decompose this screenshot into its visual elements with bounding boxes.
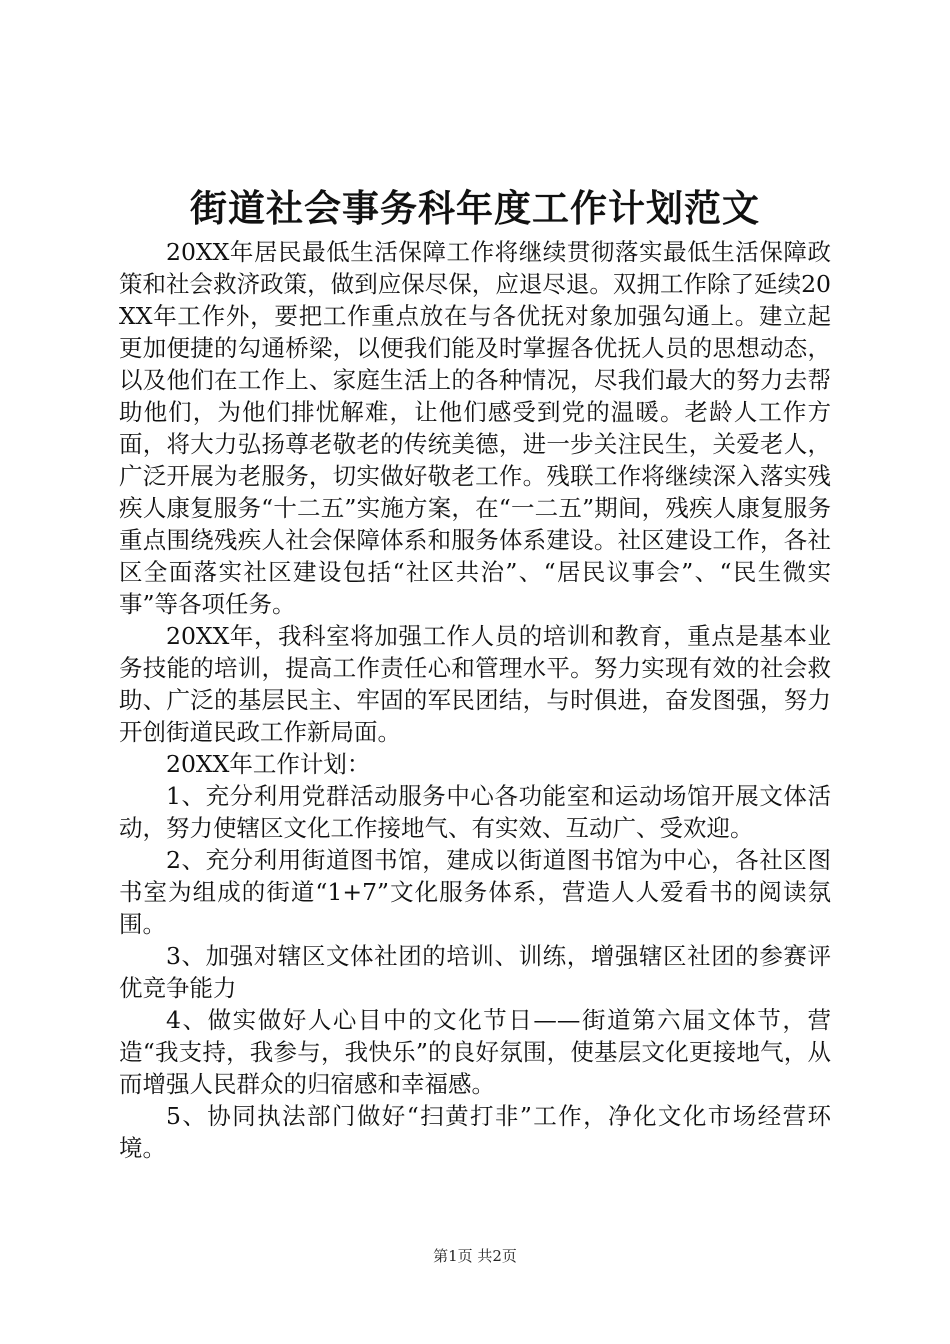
document-title: 街道社会事务科年度工作计划范文: [190, 186, 760, 230]
plan-item-2: 2、充分利用街道图书馆，建成以街道图书馆为中心，各社区图书室为组成的街道“1+7”文化服务体系，营造人人爱看书的阅读氛围。: [119, 846, 831, 938]
page-number-footer: 第1页 共2页: [433, 1247, 517, 1265]
plan-item-3: 3、加强对辖区文体社团的培训、训练，增强辖区社团的参赛评优竞争能力: [119, 942, 831, 1002]
plan-item-4: 4、做实做好人心目中的文化节日——街道第六届文体节，营造“我支持，我参与，我快乐”的良好氛围，使基层文化更接地气，从而增强人民群众的归宿感和幸福感。: [119, 1006, 831, 1098]
paragraph-1: 20XX年居民最低生活保障工作将继续贯彻落实最低生活保障政策和社会救济政策，做到应保尽保，应退尽退。双拥工作除了延续20XX年工作外，要把工作重点放在与各优抚对象加强勾通上。建立起更加便捷的勾通桥梁，以便我们能及时掌握各优抚人员的思想动态，以及他们在工作上、家庭生活上的各种情况，尽我们最大的努力去帮助他们，为他们排忧解难，让他们感受到党的温暖。老龄人工作方面，将大力弘扬尊老敬老的传统美德，进一步关注民生，关爱老人，广泛开展为老服务，切实做好敬老工作。残联工作将继续深入落实残疾人康复服务“十二五”实施方案，在“一二五”期间，残疾人康复服务重点围绕残疾人社会保障体系和服务体系建设。社区建设工作，各社区全面落实社区建设包括“社区共治”、“居民议事会”、“民生微实事”等各项任务。: [119, 238, 831, 618]
paragraph-plan-heading: 20XX年工作计划：: [166, 750, 371, 778]
plan-item-1: 1、充分利用党群活动服务中心各功能室和运动场馆开展文体活动，努力使辖区文化工作接地气、有实效、互动广、受欢迎。: [119, 782, 831, 842]
plan-item-5: 5、协同执法部门做好“扫黄打非”工作，净化文化市场经营环境。: [119, 1102, 831, 1162]
paragraph-2: 20XX年，我科室将加强工作人员的培训和教育，重点是基本业务技能的培训，提高工作责任心和管理水平。努力实现有效的社会救助、广泛的基层民主、牢固的军民团结，与时俱进，奋发图强，努力开创街道民政工作新局面。: [119, 622, 831, 746]
document-body: [119, 236, 831, 1164]
